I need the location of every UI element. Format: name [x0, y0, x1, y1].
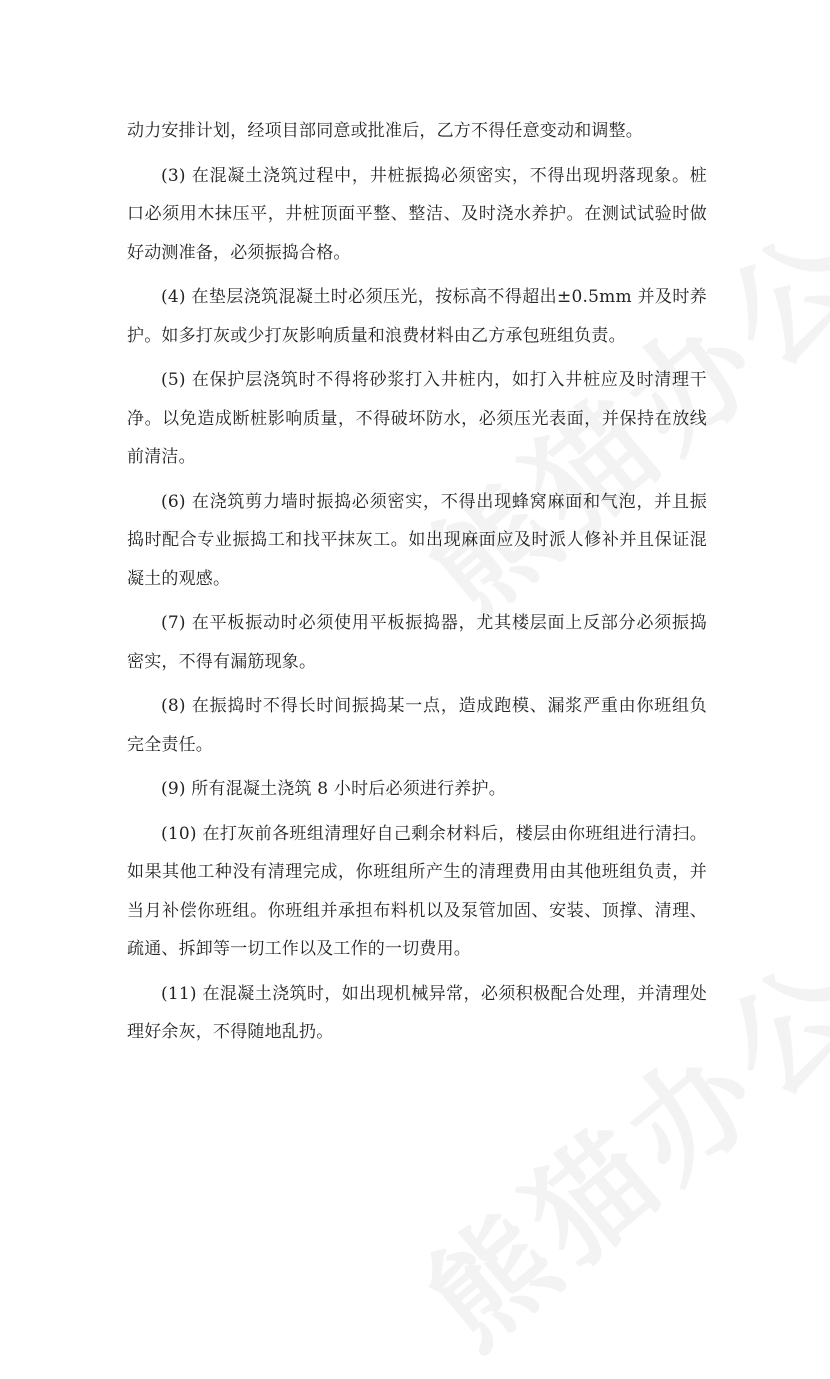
clause-6: (6) 在浇筑剪力墙时振捣必须密实，不得出现蜂窝麻面和气泡，并且振捣时配合专业振捣工和找平抹灰工。如出现麻面应及时派人修补并且保证混凝土的观感。 [127, 491, 707, 589]
clause-4: (4) 在垫层浇筑混凝土时必须压光，按标高不得超出±0.5mm 并及时养护。如多打灰或少打灰影响质量和浪费材料由乙方承包班组负责。 [127, 287, 707, 346]
clause-10: (10) 在打灰前各班组清理好自己剩余材料后，楼层由你班组进行清扫。如果其他工种没有清理完成，你班组所产生的清理费用由其他班组负责，并当月补偿你班组。你班组并承担布料机以及泵管加固、安装、顶撑、清理、疏通、拆卸等一切工作以及工作的一切费用。 [127, 823, 707, 959]
clause-5: (5) 在保护层浇筑时不得将砂浆打入井桩内，如打入井桩应及时清理干净。以免造成断桩影响质量，不得破坏防水，必须压光表面，并保持在放线前清洁。 [127, 370, 707, 467]
clause-7: (7) 在平板振动时必须使用平板振捣器，尤其楼层面上反部分必须振捣密实，不得有漏筋现象。 [127, 613, 707, 672]
clause-8: (8) 在振捣时不得长时间振捣某一点，造成跑模、漏浆严重由你班组负完全责任。 [127, 696, 707, 755]
clause-3: (3) 在混凝土浇筑过程中，井桩振捣必须密实，不得出现坍落现象。桩口必须用木抹压平，井桩顶面平整、整洁、及时浇水养护。在测试试验时做好动测准备，必须振捣合格。 [127, 165, 707, 263]
clause-11: (11) 在混凝土浇筑时，如出现机械异常，必须积极配合处理，并清理处理好余灰，不得随地乱扔。 [127, 983, 707, 1042]
document-body [127, 112, 707, 1058]
paragraph-continuation: 动力安排计划，经项目部同意或批准后，乙方不得任意变动和调整。 [127, 121, 643, 141]
clause-9: (9) 所有混凝土浇筑 8 小时后必须进行养护。 [161, 779, 506, 799]
